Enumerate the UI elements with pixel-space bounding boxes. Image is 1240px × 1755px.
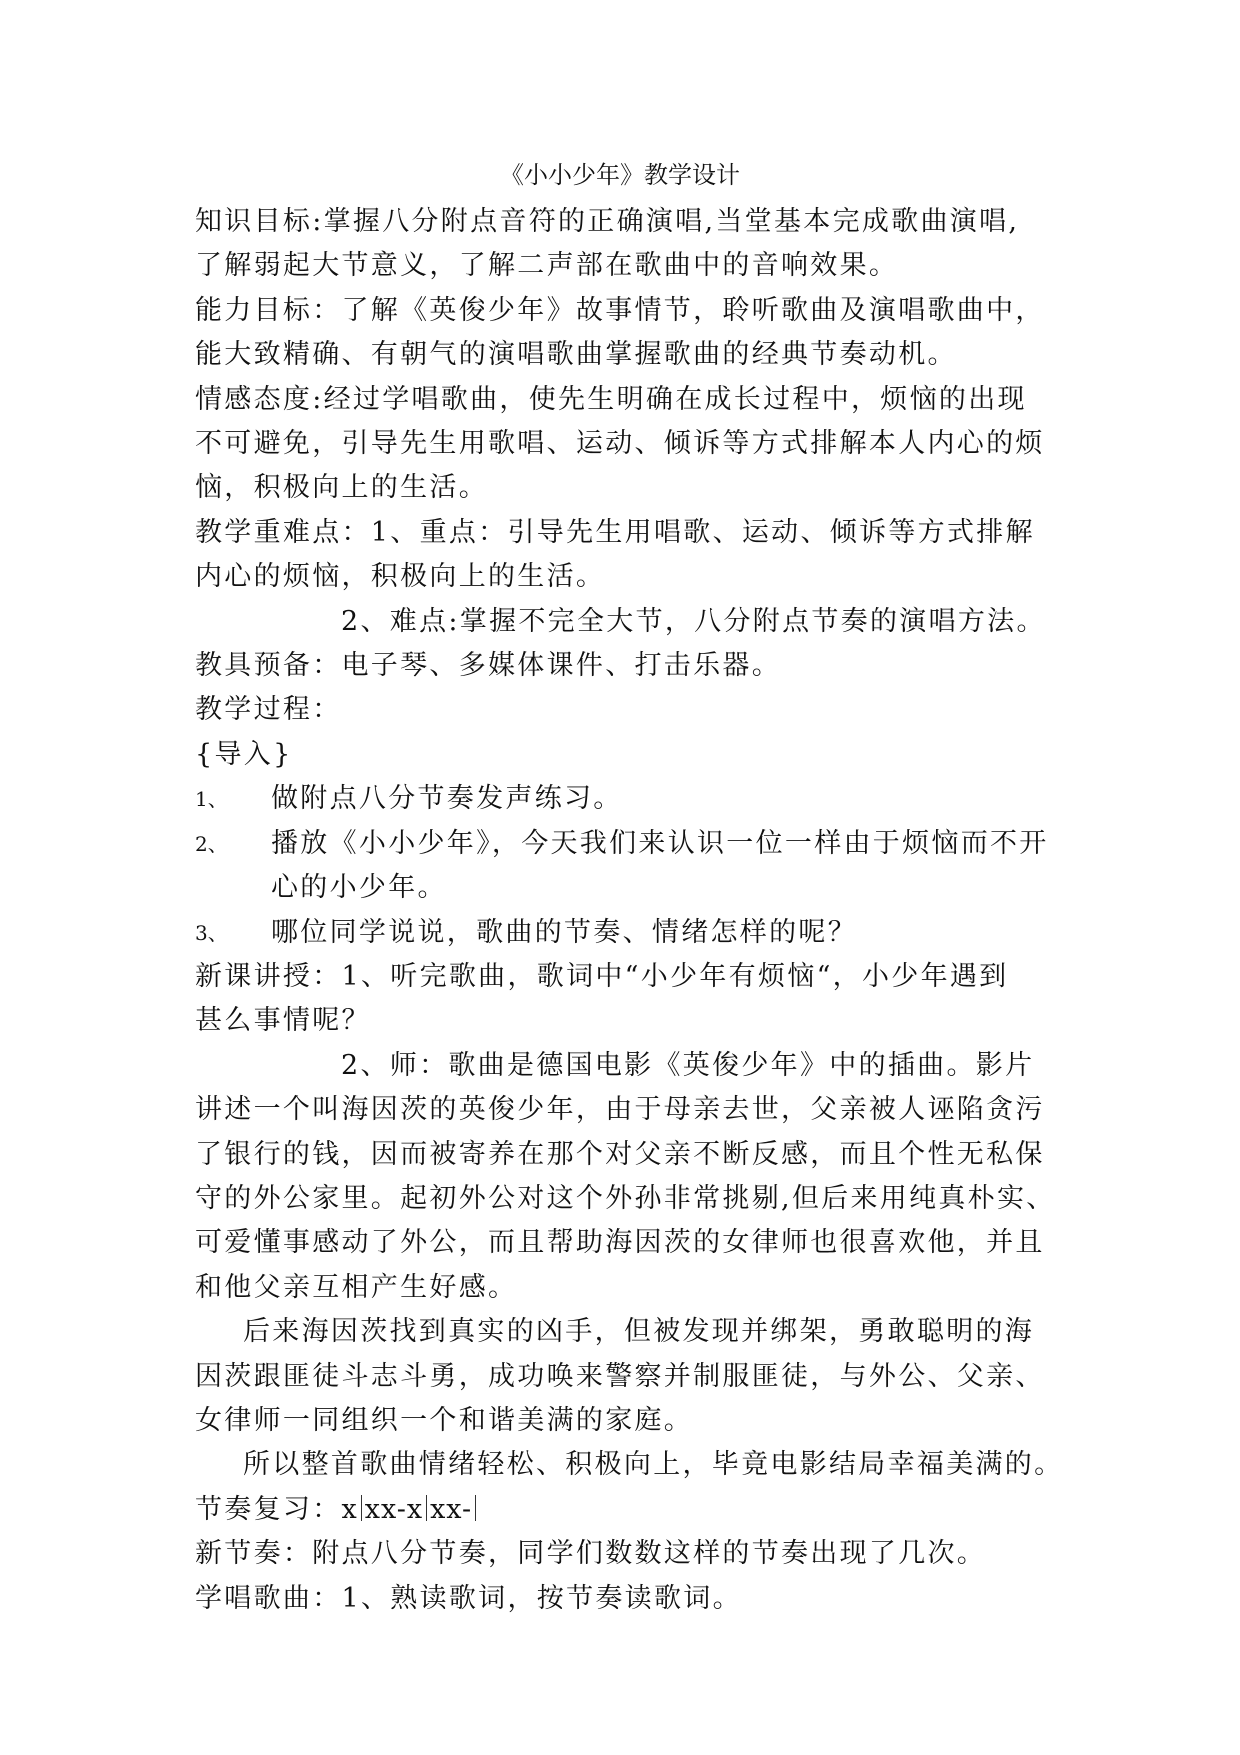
intro-item-number: 2、: [195, 831, 228, 856]
key-points-line-3: 2、难点:掌握不完全大节，八分附点节奏的演唱方法。: [341, 605, 1046, 637]
intro-item-3: [195, 911, 1075, 955]
intro-heading: {导入}: [195, 738, 293, 770]
ability-goal-line-2: 能大致精确、有朝气的演唱歌曲掌握歌曲的经典节奏动机。: [195, 339, 957, 371]
emotion-goal-line-3: 恼，积极向上的生活。: [195, 472, 488, 504]
new-rhythm-line: 新节奏：附点八分节奏，同学们数数这样的节奏出现了几次。: [195, 1538, 987, 1570]
intro-item-text: 做附点八分节奏发声练习。: [271, 783, 623, 815]
intro-item-number: 1、: [195, 787, 228, 812]
intro-item-number: 3、: [195, 920, 228, 945]
rhythm-notation: [342, 1494, 480, 1525]
knowledge-goal-line-2: 了解弱起大节意义，了解二声部在歌曲中的音响效果。: [195, 250, 899, 282]
new-lesson-line-3: 2、师：歌曲是德国电影《英俊少年》中的插曲。影片: [341, 1049, 1035, 1081]
process-heading: 教学过程：: [195, 694, 342, 726]
bar-line: [361, 1495, 362, 1521]
intro-item-text: 哪位同学说说，歌曲的节奏、情绪怎样的呢？: [271, 916, 857, 948]
rhythm-segment-3: xx-: [430, 1493, 473, 1525]
intro-item-2: [195, 822, 1075, 866]
key-points-line-2: 内心的烦恼，积极向上的生活。: [195, 561, 606, 593]
ability-goal-line-1: 能力目标：了解《英俊少年》故事情节，聆听歌曲及演唱歌曲中，: [195, 294, 1045, 326]
conclusion-line: 所以整首歌曲情绪轻松、积极向上，毕竟电影结局幸福美满的。: [243, 1449, 1064, 1481]
story-line-2: 因茨跟匪徒斗志斗勇，成功唤来警察并制服匪徒，与外公、父亲、: [195, 1360, 1045, 1392]
tools-line: 教具预备：电子琴、多媒体课件、打击乐器。: [195, 650, 781, 682]
new-lesson-line-4: 讲述一个叫海因茨的英俊少年，由于母亲去世，父亲被人诬陷贪污: [195, 1094, 1045, 1126]
emotion-goal-line-2: 不可避免，引导先生用歌唱、运动、倾诉等方式排解本人内心的烦: [195, 428, 1045, 460]
new-lesson-line-8: 和他父亲互相产生好感。: [195, 1271, 518, 1303]
emotion-goal-line-1: 情感态度:经过学唱歌曲，使先生明确在成长过程中，烦恼的出现: [195, 383, 1027, 415]
document-title: 《小小少年》教学设计: [500, 161, 740, 189]
new-lesson-line-7: 可爱懂事感动了外公，而且帮助海因茨的女律师也很喜欢他，并且: [195, 1227, 1045, 1259]
new-lesson-line-5: 了银行的钱，因而被寄养在那个对父亲不断反感，而且个性无私保: [195, 1138, 1045, 1170]
intro-item-1: [195, 777, 1075, 821]
intro-item-text: 播放《小小少年》，今天我们来认识一位一样由于烦恼而不开: [271, 827, 1049, 859]
new-lesson-line-1: 新课讲授：1、听完歌曲，歌词中“小少年有烦恼“，小少年遇到: [195, 960, 1009, 992]
rhythm-segment-1: x: [341, 1493, 358, 1525]
knowledge-goal-line-1: 知识目标:掌握八分附点音符的正确演唱,当堂基本完成歌曲演唱,: [195, 206, 1020, 237]
bar-line: [475, 1495, 476, 1521]
new-lesson-line-2: 甚么事情呢？: [195, 1005, 371, 1037]
rhythm-review-line: [195, 1488, 1075, 1532]
story-line-3: 女律师一同组织一个和谐美满的家庭。: [195, 1404, 694, 1436]
intro-item-2-continuation: 心的小少年。: [271, 872, 447, 904]
rhythm-review-label: 节奏复习：: [195, 1493, 342, 1525]
key-points-line-1: 教学重难点：1、重点：引导先生用唱歌、运动、倾诉等方式排解: [195, 516, 1035, 548]
rhythm-segment-2: xx-x: [364, 1493, 424, 1525]
story-line-1: 后来海因茨找到真实的凶手，但被发现并绑架，勇敢聪明的海: [243, 1316, 1035, 1348]
learn-song-line: 学唱歌曲：1、熟读歌词，按节奏读歌词。: [195, 1582, 742, 1614]
new-lesson-line-6: 守的外公家里。起初外公对这个外孙非常挑剔,但后来用纯真朴实、: [195, 1182, 1056, 1214]
bar-line: [426, 1495, 427, 1521]
document-body: [195, 200, 1075, 1621]
